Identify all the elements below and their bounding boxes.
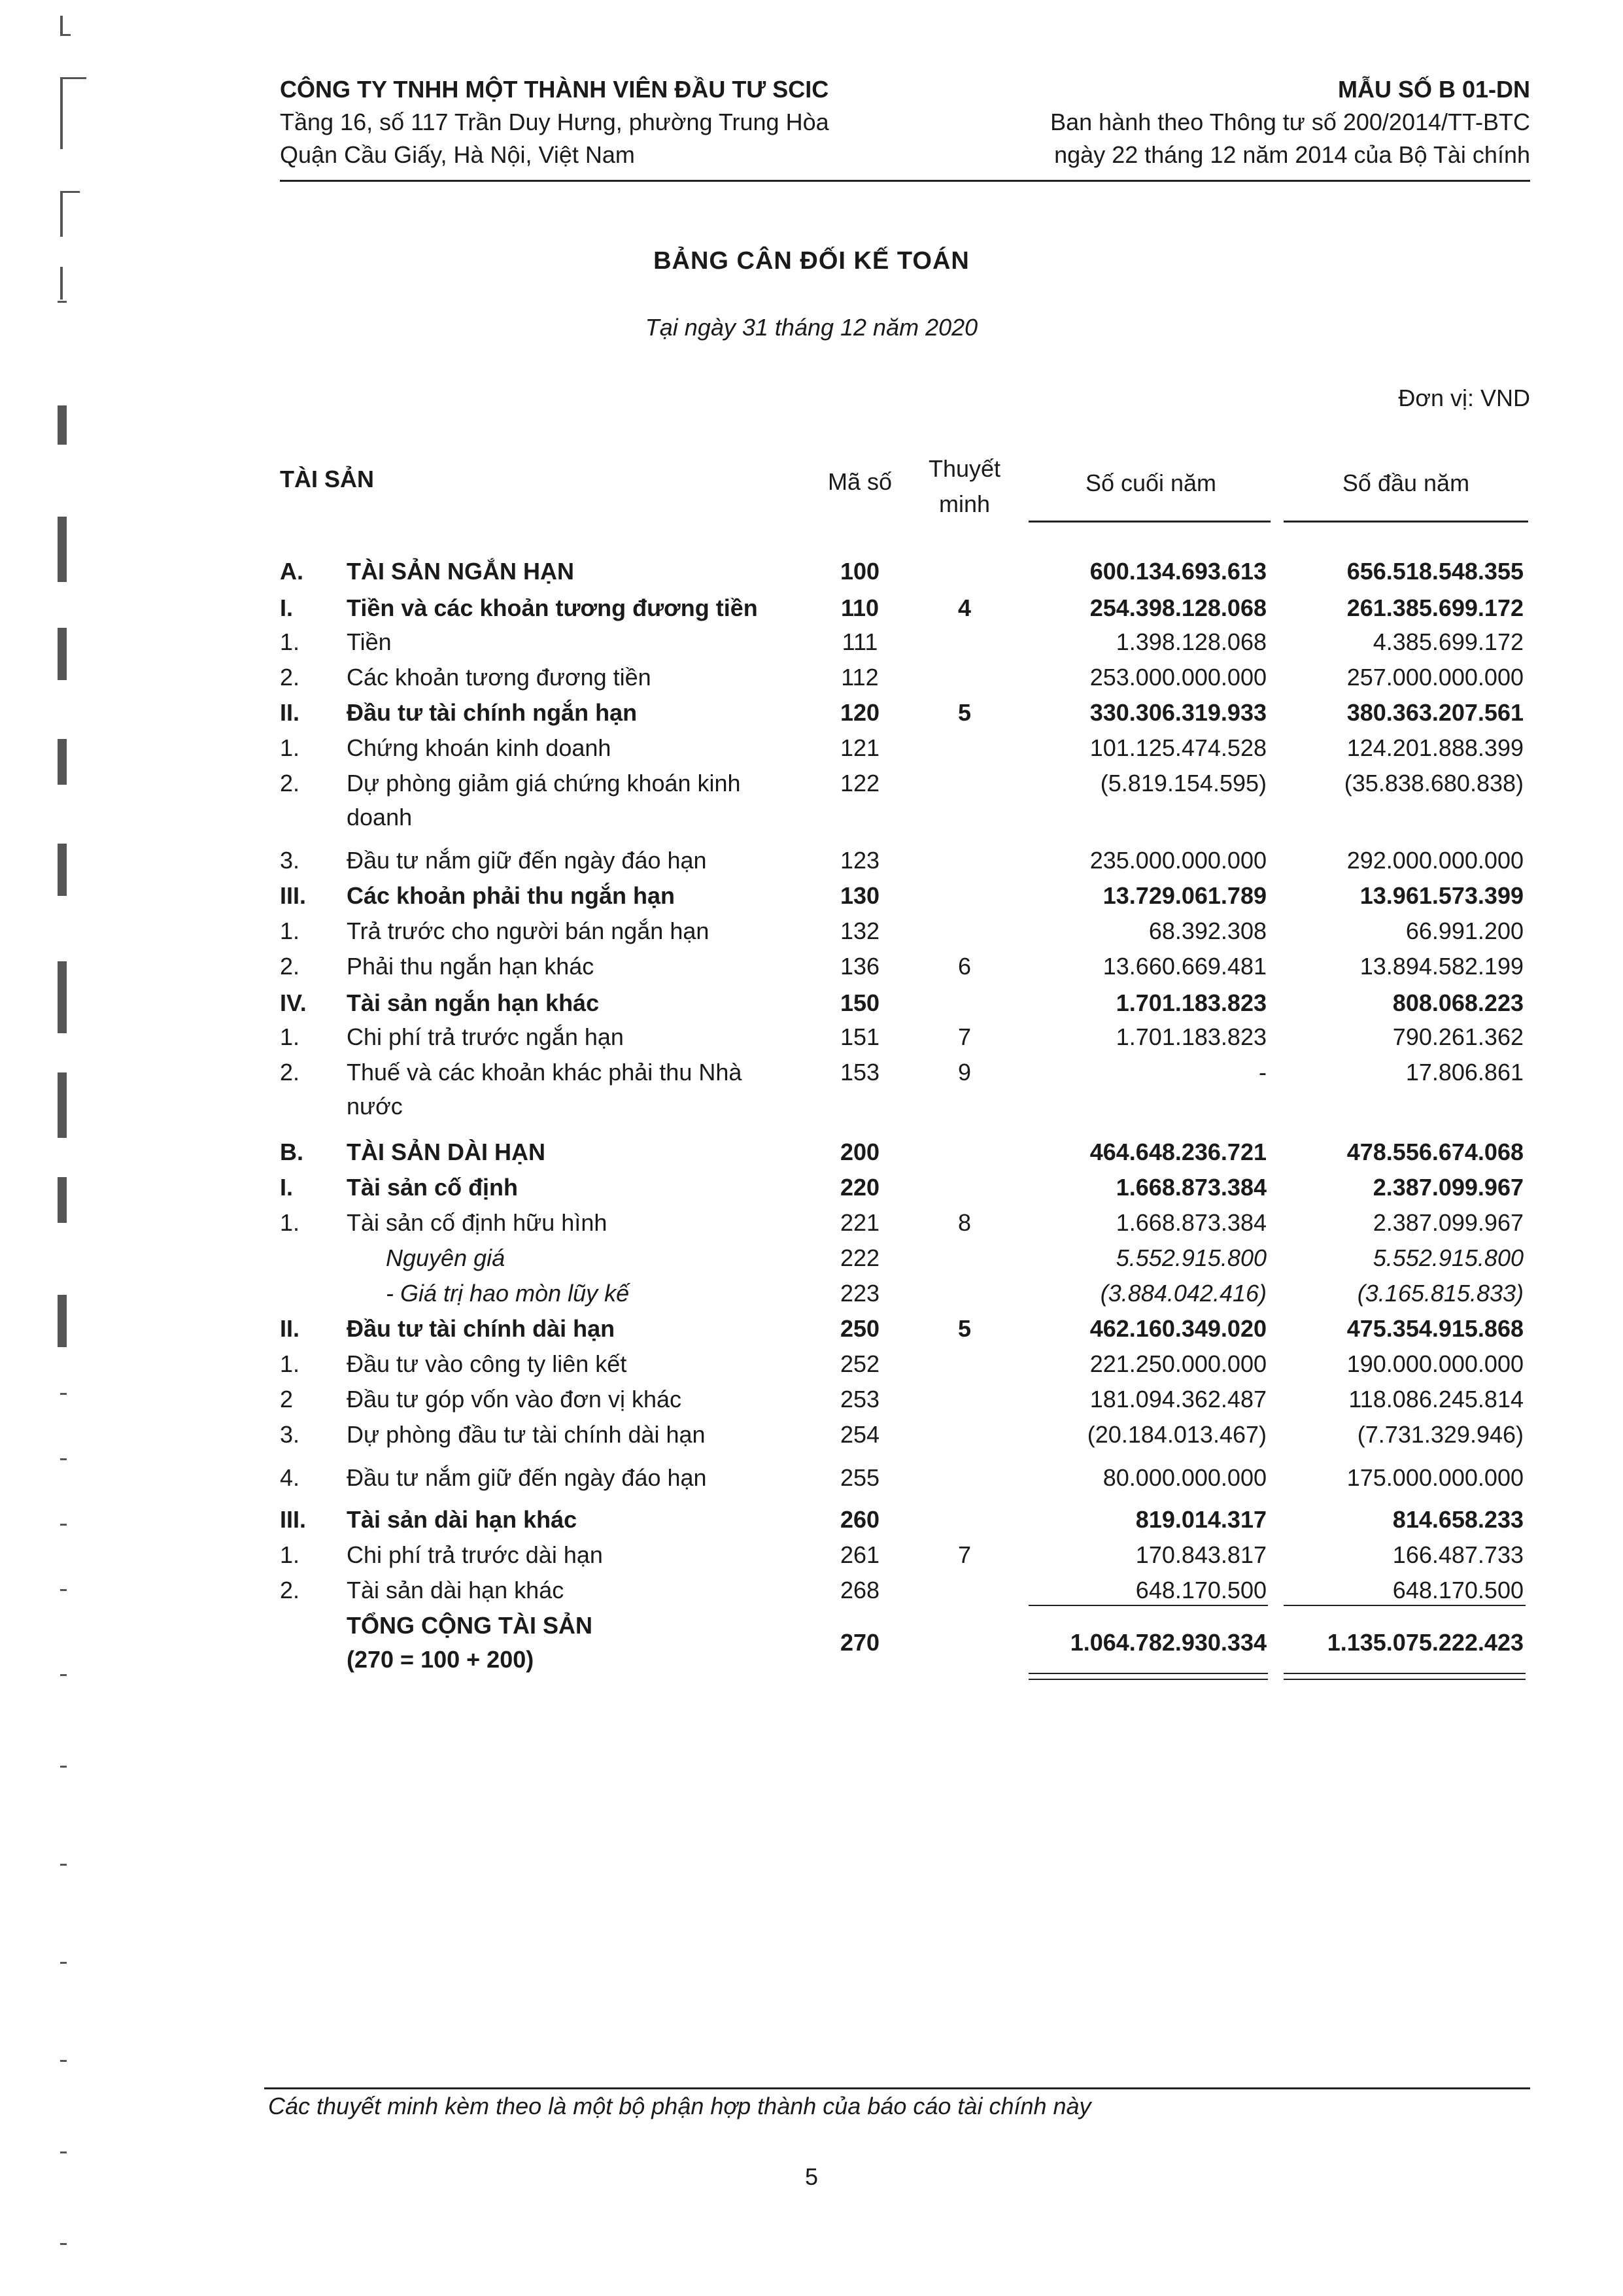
row-begin-year-value: 13.961.573.399 [1359,882,1524,909]
row-note: 7 [957,1023,972,1050]
row-index: 4. [280,1464,300,1491]
form-issued: Ban hành theo Thông tư số 200/2014/TT-BTC [1050,109,1530,135]
document-title: BẢNG CÂN ĐỐI KẾ TOÁN [653,247,970,275]
row-end-year-value: 819.014.317 [1135,1506,1267,1533]
row-index: 1. [280,917,300,944]
row-begin-year-value: 2.387.099.967 [1373,1174,1524,1201]
scan-mark [58,961,67,1033]
row-index: 2. [280,1059,300,1086]
row-end-year-value: 5.552.915.800 [1116,1244,1267,1271]
row-index: II. [280,699,300,726]
scan-mark [60,1766,67,1768]
row-label: Chứng khoán kinh doanh [347,734,611,761]
row-index: 2. [280,770,300,797]
row-label: Tiền [347,628,392,655]
row-end-year-value: 464.648.236.721 [1089,1139,1267,1165]
scan-mark [60,191,63,237]
total-label [347,1609,592,1677]
row-index: A. [280,558,303,585]
row-begin-year-value: 175.000.000.000 [1346,1464,1524,1491]
scan-mark [58,628,67,680]
row-label: Đầu tư vào công ty liên kết [347,1350,627,1377]
row-note: 7 [957,1541,972,1568]
row-code: 252 [840,1350,880,1377]
total-label-line2: (270 = 100 + 200) [347,1646,534,1673]
row-index: III. [280,882,307,909]
company-name: CÔNG TY TNHH MỘT THÀNH VIÊN ĐẦU TƯ SCIC [280,76,829,103]
row-index: 1. [280,734,300,761]
scan-mark [60,1524,67,1526]
row-begin-year-value: 380.363.207.561 [1346,699,1524,726]
scan-mark [60,1393,67,1395]
row-begin-year-value: 190.000.000.000 [1346,1350,1524,1377]
row-end-year-value: 170.843.817 [1135,1541,1267,1568]
total-label-line1: TỔNG CỘNG TÀI SẢN [347,1612,592,1639]
total-double-rule [1029,1673,1268,1680]
row-index: I. [280,594,294,621]
row-begin-year-value: 808.068.223 [1392,989,1524,1016]
row-index: 2. [280,1577,300,1603]
column-header-begin-year: Số đầu năm [1342,470,1470,496]
form-code: MẪU SỐ B 01-DN [1337,76,1530,103]
row-code: 222 [840,1244,880,1271]
row-begin-year-value: 2.387.099.967 [1373,1209,1524,1236]
scan-mark [60,16,63,35]
row-index: 2. [280,953,300,980]
row-label: Các khoản tương đương tiền [347,664,651,691]
row-end-year-value: 462.160.349.020 [1089,1315,1267,1342]
row-code: 260 [840,1506,880,1533]
row-index: IV. [280,989,307,1016]
row-index: 2 [280,1386,294,1413]
row-begin-year-value: 166.487.733 [1392,1541,1524,1568]
scan-mark [58,1177,67,1223]
row-code: 120 [840,699,880,726]
row-code: 220 [840,1174,880,1201]
row-index: III. [280,1506,307,1533]
row-code: 110 [840,594,880,621]
row-end-year-value: 13.660.669.481 [1102,953,1267,980]
scan-mark [58,405,67,445]
scan-mark [58,739,67,785]
row-code: 123 [840,847,880,874]
row-code: 151 [840,1023,880,1050]
row-index: 1. [280,628,300,655]
column-header-note [915,451,1014,522]
row-end-year-value: (3.884.042.416) [1100,1280,1267,1307]
scan-mark [60,2151,67,2153]
row-label: Đầu tư nắm giữ đến ngày đáo hạn [347,847,707,874]
row-code: 111 [842,628,878,655]
page-number: 5 [804,2163,819,2190]
footnote: Các thuyết minh kèm theo là một bộ phận hợp thành của báo cáo tài chính này [268,2093,1091,2119]
column-header-note-line2: minh [938,490,991,517]
row-end-year-value: (5.819.154.595) [1100,770,1267,797]
row-end-year-value: 221.250.000.000 [1089,1350,1267,1377]
row-index: 1. [280,1209,300,1236]
row-label: Chi phí trả trước ngắn hạn [347,1023,624,1050]
row-begin-year-value: 790.261.362 [1392,1023,1524,1050]
row-code: 253 [840,1386,880,1413]
row-end-year-value: 1.701.183.823 [1116,1023,1267,1050]
row-begin-year-value: 292.000.000.000 [1346,847,1524,874]
scan-mark [60,34,71,36]
row-code: 121 [840,734,880,761]
row-begin-year-value: (7.731.329.946) [1357,1421,1524,1448]
scan-mark [60,1962,67,1964]
row-index: 1. [280,1541,300,1568]
row-begin-year-value: 478.556.674.068 [1346,1139,1524,1165]
scan-mark [60,2243,67,2245]
row-begin-year-value: 66.991.200 [1405,917,1524,944]
row-label: Tài sản dài hạn khác [347,1506,577,1533]
scan-mark [60,1589,67,1591]
row-label: Tài sản cố định hữu hình [347,1209,607,1236]
row-begin-year-value: 5.552.915.800 [1373,1244,1524,1271]
row-end-year-value: 101.125.474.528 [1089,734,1267,761]
row-label: Tài sản dài hạn khác [347,1577,564,1603]
column-header-code: Mã số [827,468,893,495]
row-code: 150 [840,989,880,1016]
row-code: 221 [840,1209,880,1236]
row-begin-year-value: 13.894.582.199 [1359,953,1524,980]
row-note: 4 [957,594,972,621]
row-label: Tiền và các khoản tương đương tiền [347,594,758,621]
row-label: Đầu tư tài chính ngắn hạn [347,699,638,726]
total-end-year-value: 1.064.782.930.334 [1070,1629,1267,1656]
row-begin-year-value: (3.165.815.833) [1357,1280,1524,1307]
row-label: Trả trước cho người bán ngắn hạn [347,917,709,944]
row-note: 5 [957,1315,972,1342]
row-note: 5 [957,699,972,726]
row-begin-year-value: 648.170.500 [1392,1577,1524,1603]
row-index: 2. [280,664,300,691]
row-label: Phải thu ngắn hạn khác [347,953,594,980]
row-begin-year-value: 124.201.888.399 [1346,734,1524,761]
scan-mark [58,844,67,896]
subtotal-rule [1029,1605,1268,1606]
row-code: 254 [840,1421,880,1448]
column-header-end-year: Số cuối năm [1085,470,1217,496]
row-begin-year-value: 475.354.915.868 [1346,1315,1524,1342]
row-end-year-value: 1.398.128.068 [1116,628,1267,655]
column-header-rule [1284,521,1528,523]
total-code: 270 [840,1629,880,1656]
row-label: TÀI SẢN NGẮN HẠN [347,558,574,585]
row-label: Nguyên giá [386,1244,505,1271]
form-date: ngày 22 tháng 12 năm 2014 của Bộ Tài chính [1054,141,1530,168]
row-code: 268 [840,1577,880,1603]
row-code: 223 [840,1280,880,1307]
row-begin-year-value: (35.838.680.838) [1344,770,1524,797]
row-begin-year-value: 17.806.861 [1405,1059,1524,1086]
row-end-year-value: 600.134.693.613 [1089,558,1267,585]
row-index: 3. [280,1421,300,1448]
row-end-year-value: 648.170.500 [1135,1577,1267,1603]
row-begin-year-value: 4.385.699.172 [1373,628,1524,655]
scan-mark [60,1674,67,1676]
row-label: Dự phòng giảm giá chứng khoán kinh doanh [347,770,741,831]
scan-mark [58,301,67,303]
row-label: Tài sản ngắn hạn khác [347,989,600,1016]
row-note: 9 [957,1059,972,1086]
column-header-note-line1: Thuyết [928,455,1001,482]
row-end-year-value: 80.000.000.000 [1102,1464,1267,1491]
row-code: 261 [840,1541,880,1568]
row-index: II. [280,1315,300,1342]
total-begin-year-value: 1.135.075.222.423 [1327,1629,1524,1656]
row-end-year-value: 253.000.000.000 [1089,664,1267,691]
row-end-year-value: 1.668.873.384 [1116,1209,1267,1236]
row-end-year-value: 330.306.319.933 [1089,699,1267,726]
scan-mark [58,517,67,582]
row-label: TÀI SẢN DÀI HẠN [347,1139,545,1165]
total-double-rule [1284,1673,1526,1680]
row-code: 122 [840,770,880,797]
row-code: 132 [840,917,880,944]
row-code: 112 [841,664,879,691]
row-code: 153 [840,1059,880,1086]
scan-mark [60,77,63,149]
row-index: B. [280,1139,303,1165]
row-begin-year-value: 118.086.245.814 [1348,1386,1524,1413]
scan-mark [58,1072,67,1138]
row-index: 1. [280,1023,300,1050]
row-label: - Giá trị hao mòn lũy kế [386,1280,630,1307]
row-end-year-value: 68.392.308 [1148,917,1267,944]
row-end-year-value: (20.184.013.467) [1087,1421,1267,1448]
row-end-year-value: 1.668.873.384 [1116,1174,1267,1201]
subtotal-rule [1284,1605,1526,1606]
row-index: 1. [280,1350,300,1377]
row-code: 255 [840,1464,880,1491]
currency-unit: Đơn vị: VND [1398,385,1530,411]
row-label: Đầu tư tài chính dài hạn [347,1315,615,1342]
row-code: 200 [840,1139,880,1165]
row-begin-year-value: 261.385.699.172 [1346,594,1524,621]
row-end-year-value: 1.701.183.823 [1116,989,1267,1016]
row-code: 250 [840,1315,880,1342]
row-code: 130 [840,882,880,909]
row-note: 6 [957,953,972,980]
scan-mark [60,1458,67,1460]
document-date: Tại ngày 31 tháng 12 năm 2020 [645,314,978,341]
row-end-year-value: 181.094.362.487 [1089,1386,1267,1413]
company-address-line2: Quận Cầu Giấy, Hà Nội, Việt Nam [280,141,635,168]
row-index: 3. [280,847,300,874]
row-label: Đầu tư nắm giữ đến ngày đáo hạn [347,1464,707,1491]
row-label: Đầu tư góp vốn vào đơn vị khác [347,1386,681,1413]
row-end-year-value: - [1259,1059,1267,1086]
footer-divider [264,2087,1530,2089]
row-label: Thuế và các khoản khác phải thu Nhà nước [347,1059,742,1120]
row-begin-year-value: 814.658.233 [1392,1506,1524,1533]
row-code: 100 [840,558,880,585]
row-end-year-value: 235.000.000.000 [1089,847,1267,874]
scan-mark [60,77,86,79]
row-code: 136 [840,953,880,980]
company-address-line1: Tầng 16, số 117 Trần Duy Hưng, phường Trung Hòa [280,109,829,135]
row-begin-year-value: 257.000.000.000 [1346,664,1524,691]
scan-mark [60,2060,67,2062]
row-end-year-value: 13.729.061.789 [1102,882,1267,909]
row-index: I. [280,1174,294,1201]
column-header-assets: TÀI SẢN [280,466,374,492]
scan-mark [60,191,80,193]
row-end-year-value: 254.398.128.068 [1089,594,1267,621]
scan-mark [58,1295,67,1347]
row-label: Các khoản phải thu ngắn hạn [347,882,675,909]
row-label: Tài sản cố định [347,1174,519,1201]
scan-mark [60,1864,67,1866]
company-block [280,73,829,171]
row-begin-year-value: 656.518.548.355 [1346,558,1524,585]
header-divider [280,180,1530,182]
row-label: Chi phí trả trước dài hạn [347,1541,603,1568]
column-header-rule [1029,521,1271,523]
form-info-block [1050,73,1530,171]
row-label: Dự phòng đầu tư tài chính dài hạn [347,1421,706,1448]
row-note: 8 [957,1209,972,1236]
